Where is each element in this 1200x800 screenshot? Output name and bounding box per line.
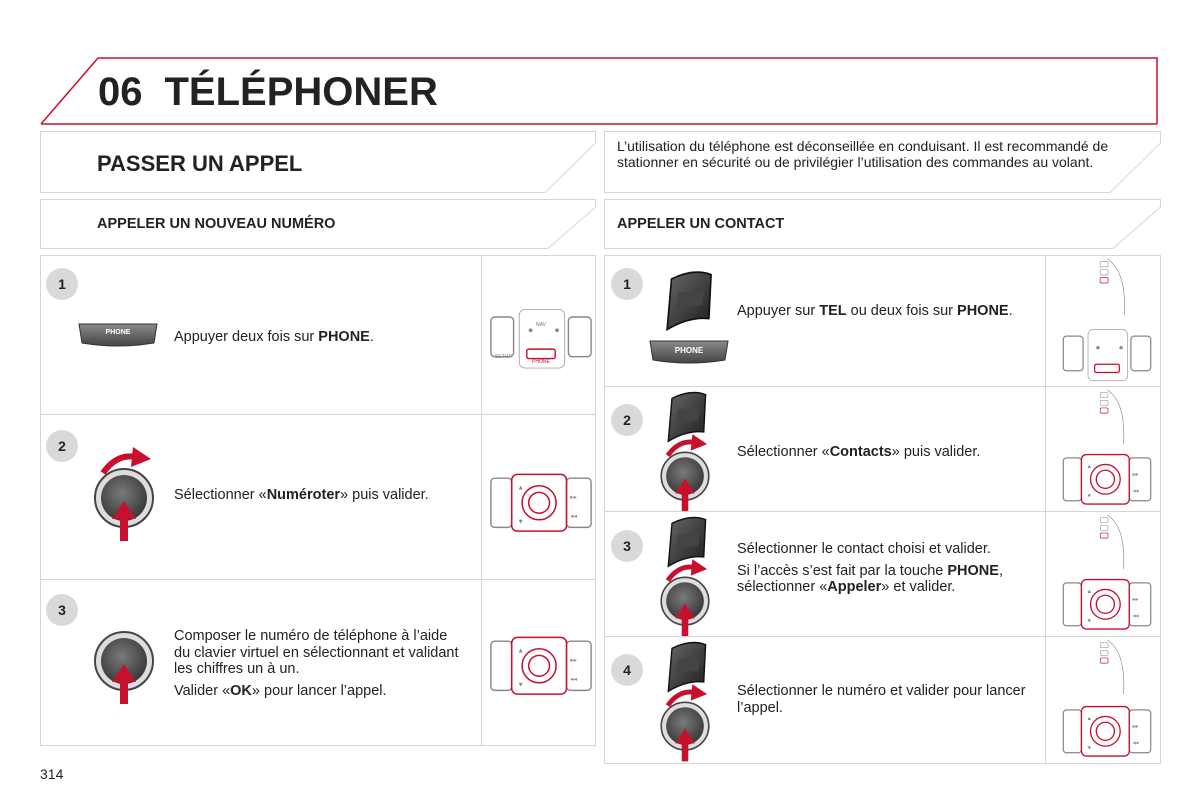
text-paragraph <box>737 563 1027 596</box>
text-bold: PHONE <box>947 562 999 579</box>
left-subtitle: APPELER UN NOUVEAU NUMÉRO <box>97 216 336 232</box>
right-step-3 <box>604 511 1161 637</box>
rotary-knob-icon <box>655 681 715 763</box>
control-knob-thumbnail <box>1055 568 1159 634</box>
step-divider <box>1045 637 1046 763</box>
step-text <box>174 487 474 504</box>
steering-wheel-thumbnail <box>1055 514 1155 570</box>
steering-wheel-thumbnail <box>1055 258 1155 316</box>
thumb-label-setup: SETUP <box>495 354 512 360</box>
left-step-1 <box>40 255 596 415</box>
text-bold: Numéroter <box>266 487 341 503</box>
left-step-3 <box>40 579 596 746</box>
chapter-title <box>98 70 438 115</box>
right-step-2 <box>604 386 1161 512</box>
step-badge: 2 <box>611 404 643 436</box>
page-number: 314 <box>40 766 64 782</box>
press-knob-icon <box>89 626 159 706</box>
step-badge: 1 <box>611 268 643 300</box>
step-divider <box>481 580 482 745</box>
step-text <box>737 541 1027 601</box>
text-part: Sélectionner « <box>737 444 830 460</box>
text-part: , sélectionner « <box>737 562 1003 595</box>
steering-wheel-thumbnail <box>1055 389 1155 445</box>
text-part: Valider « <box>174 682 231 699</box>
text-part: » et valider. <box>881 579 956 595</box>
text-bold: TEL <box>819 303 847 319</box>
text-part: Si l’accès s’est fait par la touche <box>737 562 948 579</box>
phone-button-label: PHONE <box>105 329 131 336</box>
text-part: » pour lancer l’appel. <box>251 682 387 699</box>
step-text: Sélectionner le numéro et valider pour lancer l’appel. <box>737 683 1026 716</box>
step-badge: 1 <box>46 268 78 300</box>
step-text <box>174 628 464 704</box>
control-knob-thumbnail <box>1055 695 1159 761</box>
text-bold: Appeler <box>827 579 882 595</box>
text-part: . <box>369 329 374 345</box>
step-badge: 2 <box>46 430 78 462</box>
phone-button-label: PHONE <box>674 346 704 355</box>
step-badge: 4 <box>611 654 643 686</box>
text-bold: Contacts <box>829 444 892 460</box>
text-part: » puis valider. <box>340 487 429 503</box>
step-divider <box>1045 387 1046 511</box>
step-divider <box>1045 512 1046 636</box>
step-text <box>737 444 1037 461</box>
chapter-name: TÉLÉPHONER <box>164 70 438 114</box>
right-subtitle: APPELER UN CONTACT <box>617 216 785 232</box>
thumb-label-phone: PHONE <box>532 359 550 365</box>
text-paragraph: Composer le numéro de téléphone à l’aide du clavier virtuel en sélectionnant et validant les chiffres un à un. <box>174 628 459 677</box>
text-part: . <box>1008 303 1013 319</box>
text-part: Appuyer sur <box>737 303 820 319</box>
phone-button <box>78 323 158 347</box>
chapter-number: 06 <box>98 70 143 114</box>
text-paragraph: Sélectionner le contact choisi et valider. <box>737 541 991 557</box>
step-divider <box>1045 256 1046 386</box>
rotary-knob-icon <box>655 431 715 513</box>
right-step-1 <box>604 255 1161 387</box>
section-title: PASSER UN APPEL <box>97 151 303 176</box>
rotary-knob-icon <box>655 556 715 638</box>
right-step-4 <box>604 636 1161 764</box>
step-divider <box>481 256 482 414</box>
control-knob-thumbnail <box>1055 443 1159 509</box>
text-bold: OK <box>230 682 252 699</box>
text-part: » puis valider. <box>891 444 981 460</box>
step-divider <box>481 415 482 579</box>
warning-text: L’utilisation du téléphone est déconseillée en conduisant. Il est recommandé de stationner en sécurité ou de privilégier l’utilisation des commandes au volant. <box>617 138 1109 170</box>
steering-wheel-thumbnail <box>1055 639 1155 695</box>
rotary-knob-icon <box>89 443 159 543</box>
text-bold: PHONE <box>318 329 370 345</box>
console-thumbnail <box>1055 318 1159 384</box>
step-text <box>174 329 474 346</box>
text-part: Appuyer deux fois sur <box>174 329 319 345</box>
text-part: ou deux fois sur <box>846 303 958 319</box>
text-part: Sélectionner « <box>174 487 267 503</box>
left-step-2 <box>40 414 596 580</box>
control-knob-thumbnail <box>489 622 593 702</box>
control-knob-thumbnail <box>489 459 593 539</box>
phone-button <box>649 340 729 364</box>
step-badge: 3 <box>46 594 78 626</box>
step-badge: 3 <box>611 530 643 562</box>
text-bold: PHONE <box>957 303 1009 319</box>
text-paragraph <box>174 683 464 700</box>
step-text <box>737 303 1037 320</box>
steering-lever-icon <box>653 268 723 334</box>
thumb-label-nav: NAV <box>536 322 546 328</box>
